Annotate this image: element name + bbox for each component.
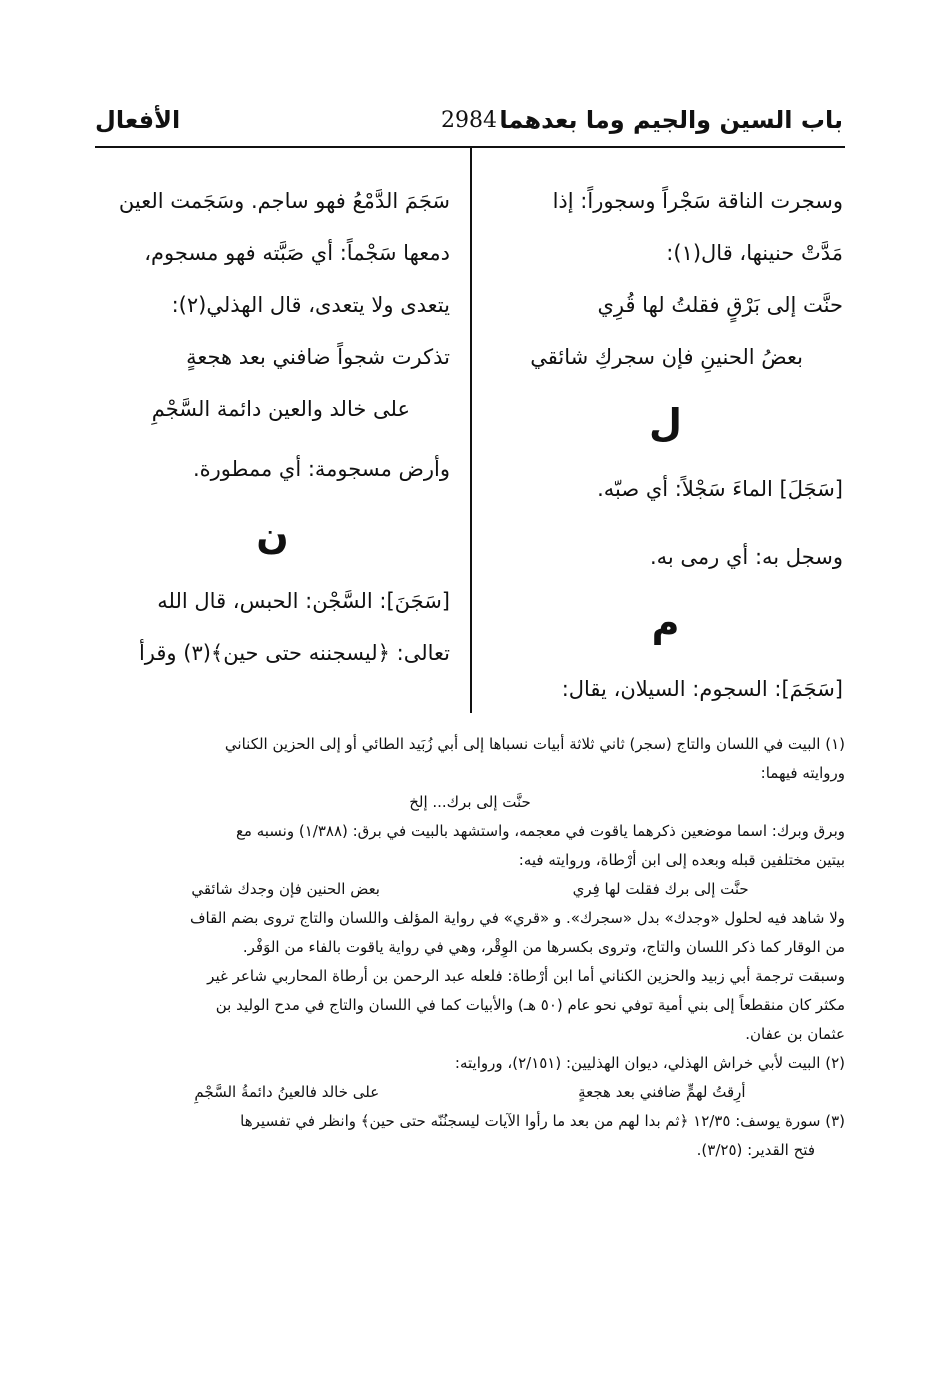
text-line: وسجرت الناقة سَجْراً وسجوراً: إذا [552,189,843,213]
footnote-verse [95,875,845,904]
verse-line: بعضُ الحنينِ فإن سجركِ شائقي [530,345,803,369]
footnote-line: عثمان بن عفان. [745,1025,845,1043]
footnote-line: (٢) البيت لأبي خراش الهذلي، ديوان الهذليين: (٢/١٥١)، وروايته: [454,1054,845,1072]
text-line: وأرض مسجومة: أي ممطورة. [192,457,450,481]
footnote-line: وروايته فيهما: [760,764,845,782]
verse-line: حنَّت إلى بَرْقٍ فقلتُ لها قُرِي [597,293,843,317]
footnote-line: وسبقت ترجمة أبي زبيد والحزين الكناني أما ابن أرْطاة: فلعله عبد الرحمن بن أرطاة المحاربي شاعر غير [207,967,845,985]
text-line: [سَجَلَ] الماءَ سَجْلاً: أي صبّه. [597,477,843,501]
verse-line: تذكرت شجواً ضافني بعد هجعةٍ [186,345,450,369]
section-title: الأفعال [95,106,181,134]
text-line: سَجَمَ الدَّمْعُ فهو ساجم. وسَجَمت العين [118,189,450,213]
page-number: 2984 [441,108,497,133]
text-line: [سَجَنَ]: السَّجْن: الحبس، قال الله [157,589,450,613]
footnotes [95,730,845,1165]
page-header [95,106,843,146]
text-line: [سَجَمَ]: السجوم: السيلان، يقال: [561,677,843,701]
text-line: تعالى: ﴿ليسجننه حتى حين﴾(٣) وقرأ [138,641,450,665]
footnote-verse: حنَّت إلى برك... إلخ [409,793,531,811]
chapter-title: باب السين والجيم وما بعدهما [499,106,843,134]
footnote-verse [95,1078,845,1107]
section-letter: م [651,601,680,645]
footnote-line: (١) البيت في اللسان والتاج (سجر) ثاني ثلاثة أبيات نسباها إلى أبي زُبَيد الطائي أو إلى الحزين الكناني [224,735,845,753]
footnote-line: من الوقار كما ذكر اللسان والتاج، وتروى بكسرها من الوِقْر، وهي في رواية ياقوت بالفاء من الوَفْر. [242,938,845,956]
verse-hemistich: حنَّت إلى برك فقلت لها فِري [572,880,749,898]
column-divider [470,148,472,713]
left-column [95,175,450,679]
text-line: يتعدى ولا يتعدى، قال الهذلي(٢): [171,293,450,317]
footnote-line: (٣) سورة يوسف: ١٢/٣٥ ﴿ثم بدا لهم من بعد ما رأوا الآيات ليسجنُنّه حتى حين﴾ وانظر في تفسيرها [240,1112,845,1130]
footnote-line: ولا شاهد فيه لحلول «وجدك» بدل «سجرك». و «قري» في رواية المؤلف واللسان والتاج تروى بضم القاف [190,909,845,927]
section-letter: ن [256,513,289,557]
verse-hemistich: أرِقتُ لهمٍّ ضافني بعد هجعةٍ [578,1083,746,1101]
footnote-line: مكثر كان منقطعاً إلى بني أمية توفي نحو عام (٥٠ هـ) والأبيات كما في اللسان والتاج في مدح الوليد بن [215,996,845,1014]
verse-line: على خالد والعين دائمة السَّجْمِ [151,397,410,421]
footnote-line: فتح القدير: (٣/٢٥). [696,1141,815,1159]
text-line: دمعها سَجْماً: أي صَبَّته فهو مسجوم، [144,241,450,265]
footnote-line: وبرق وبرك: اسما موضعين ذكرهما ياقوت في معجمه، واستشهد بالبيت في برق: (١/٣٨٨) ونسبه مع [235,822,845,840]
footnote-line: بيتين مختلفين قبله وبعده إلى ابن أرْطاة، وروايته فيه: [518,851,845,869]
section-letter: ل [649,401,682,445]
verse-hemistich: على خالد فالعينُ دائمةُ السَّجْمِ [194,1083,380,1101]
text-line: مَدَّتْ حنينها، قال(١): [666,241,843,265]
verse-hemistich: بعض الحنين فإن وجدك شائقي [191,880,380,898]
text-line: وسجل به: أي رمى به. [649,545,843,569]
right-column [488,175,843,715]
